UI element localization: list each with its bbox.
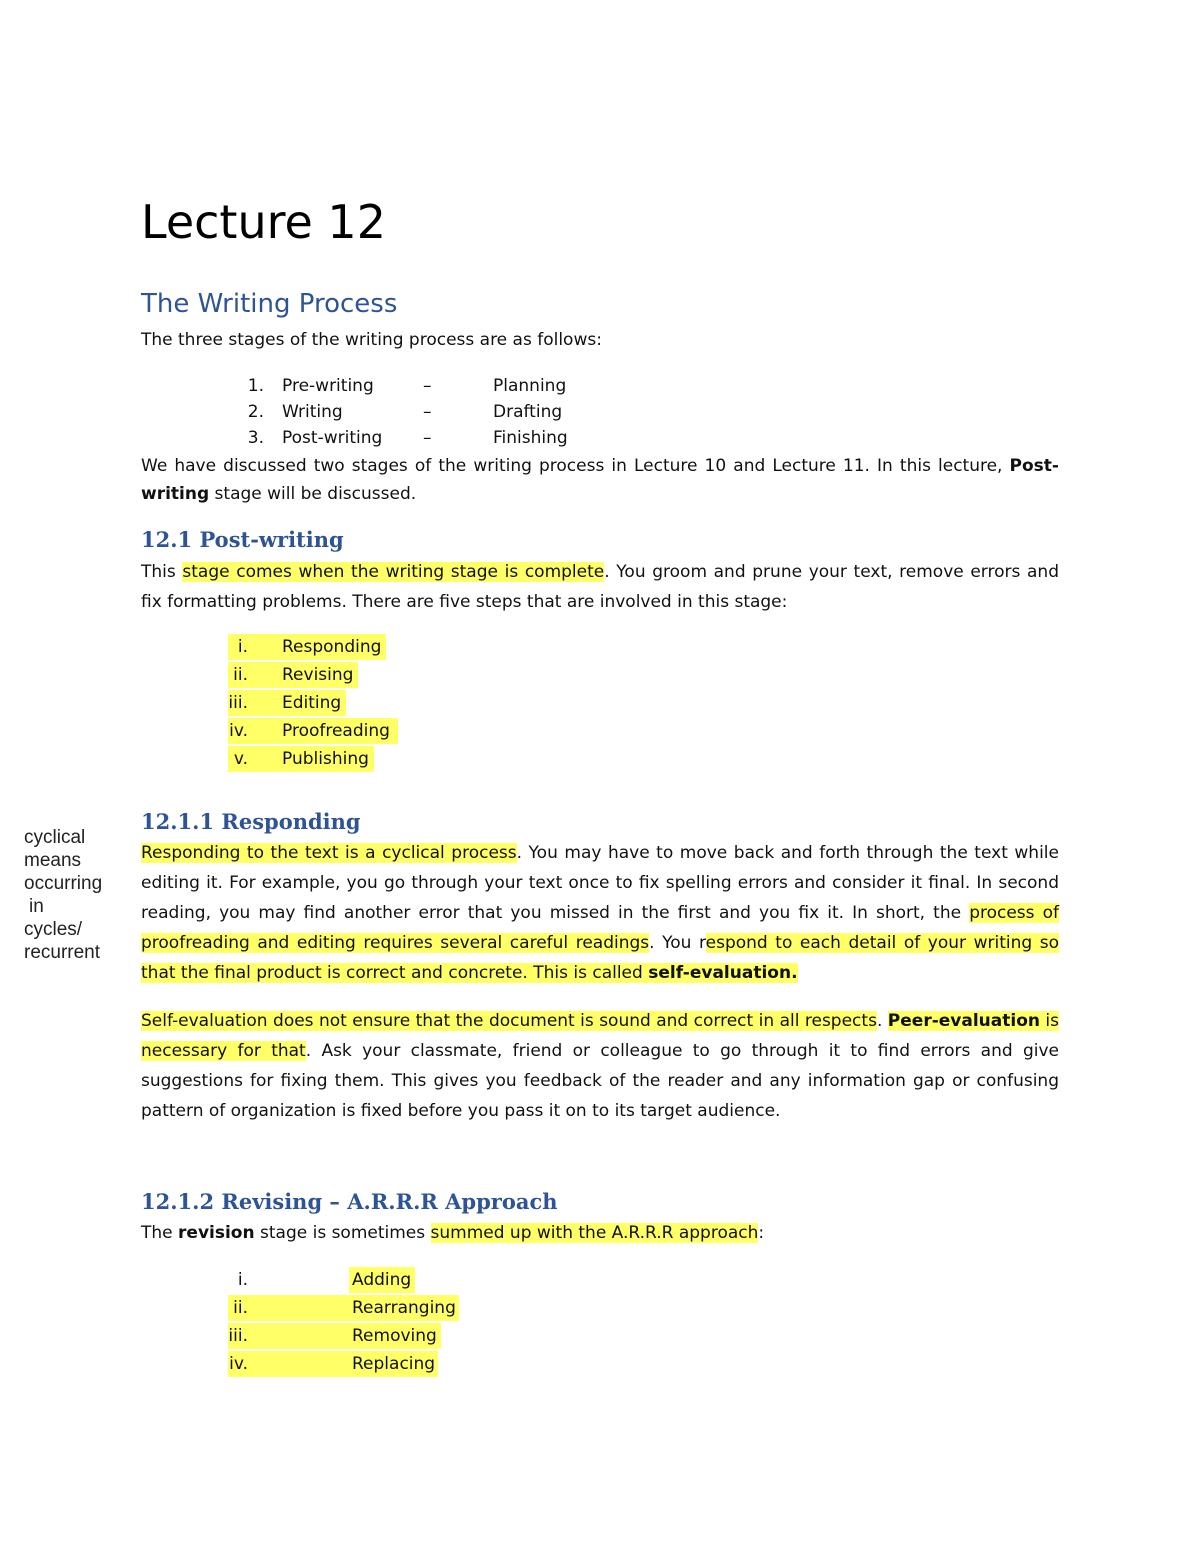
stage-name: Pre-writing [282,376,374,396]
margin-note [24,826,119,964]
step-label: Responding [282,637,382,657]
rev-highlight: summed up with the A.R.R.R approach [430,1223,759,1243]
resp-highlight-bold: Peer-evaluation [887,1011,1040,1031]
discussed-text-end: stage will be discussed. [209,484,417,504]
resp-highlight: Self-evaluation does not ensure that the document is sound and correct in all respects [141,1011,877,1031]
step-label: Replacing [352,1354,436,1374]
stage-name: Writing [282,402,343,422]
step-number: iv. [229,721,248,741]
resp-highlight-bold: self-evaluation. [648,963,798,983]
margin-note-line: in [29,896,44,917]
step-label: Removing [352,1326,437,1346]
resp-text: . You may have to move back and forth through the text while editing it. For example, you go through your text once to fix spelling errors and consider it final. In second reading, you may find another error that you missed in the first and you fix it. In short, the [141,843,1059,923]
rev-text: stage is sometimes [254,1223,431,1243]
responding-paragraph-1 [141,838,1059,988]
step-number: iii. [228,693,248,713]
resp-text: . You r [649,933,706,953]
section-title: The Writing Process [141,289,398,319]
margin-note-line: cycles/ [24,919,83,940]
rev-text-end: : [758,1223,765,1243]
resp-highlight: is necessary for that [141,1011,1060,1061]
responding-heading: 12.1.1 Responding [141,809,361,834]
rev-bold: revision [178,1223,255,1243]
resp-highlight: process of proofreading and editing requires several careful readings [141,903,1059,953]
rev-text: The [141,1223,179,1243]
margin-note-line: occurring [24,873,103,894]
post-writing-paragraph [141,557,1059,617]
step-label: Adding [352,1270,412,1290]
resp-text: . Ask your classmate, friend or colleague to go through it to find errors and give suggestions for fixing them. This gives you feedback of the reader and any information gap or confusing pattern of organization is fixed before you pass it on to its target audience. [141,1041,1059,1121]
resp-text: . [876,1011,888,1031]
step-number: ii. [233,665,248,685]
step-number: i. [237,1270,248,1290]
resp-highlight: Responding to the text is a cyclical process [141,843,517,863]
pw-text-end: . You groom and prune your text, remove errors and fix formatting problems. There are five steps that are involved in this stage: [141,562,1059,612]
resp-highlight: espond to each detail of your writing so that the final product is correct and concrete. This is called [141,933,1060,983]
step-number: iv. [229,1354,248,1374]
intro-text: The three stages of the writing process are as follows: [141,330,602,350]
step-number: ii. [233,1298,248,1318]
revising-heading: 12.1.2 Revising – A.R.R.R Approach [141,1189,558,1214]
stage-dash: – [423,376,432,396]
responding-paragraph-2 [141,1006,1059,1126]
discussed-text: We have discussed two stages of the writing process in Lecture 10 and Lecture 11. In this lecture, [141,456,1010,476]
margin-note-line: recurrent [24,942,101,963]
step-label: Editing [282,693,342,713]
discussed-paragraph [141,452,1059,508]
step-number: i. [237,637,248,657]
margin-note-line: means [24,850,82,871]
step-label: Publishing [282,749,369,769]
pw-text: This [141,562,183,582]
step-label: Revising [282,665,354,685]
pw-highlight: stage comes when the writing stage is complete [182,562,605,582]
stage-meaning: Finishing [493,428,568,448]
revising-paragraph [141,1222,764,1244]
stage-dash: – [423,402,432,422]
discussed-bold: Post-writing [141,456,1059,504]
step-number: iii. [228,1326,248,1346]
stage-meaning: Planning [493,376,567,396]
page-title: Lecture 12 [141,195,386,249]
stage-name: Post-writing [282,428,383,448]
stage-number: 3. [247,428,264,448]
step-label: Proofreading [282,721,390,741]
stage-meaning: Drafting [493,402,563,422]
stage-number: 1. [247,376,264,396]
margin-note-line: cyclical [24,827,86,848]
post-writing-heading: 12.1 Post-writing [141,527,344,552]
stage-number: 2. [247,402,264,422]
stage-dash: – [423,428,432,448]
step-number: v. [233,749,248,769]
step-label: Rearranging [352,1298,456,1318]
